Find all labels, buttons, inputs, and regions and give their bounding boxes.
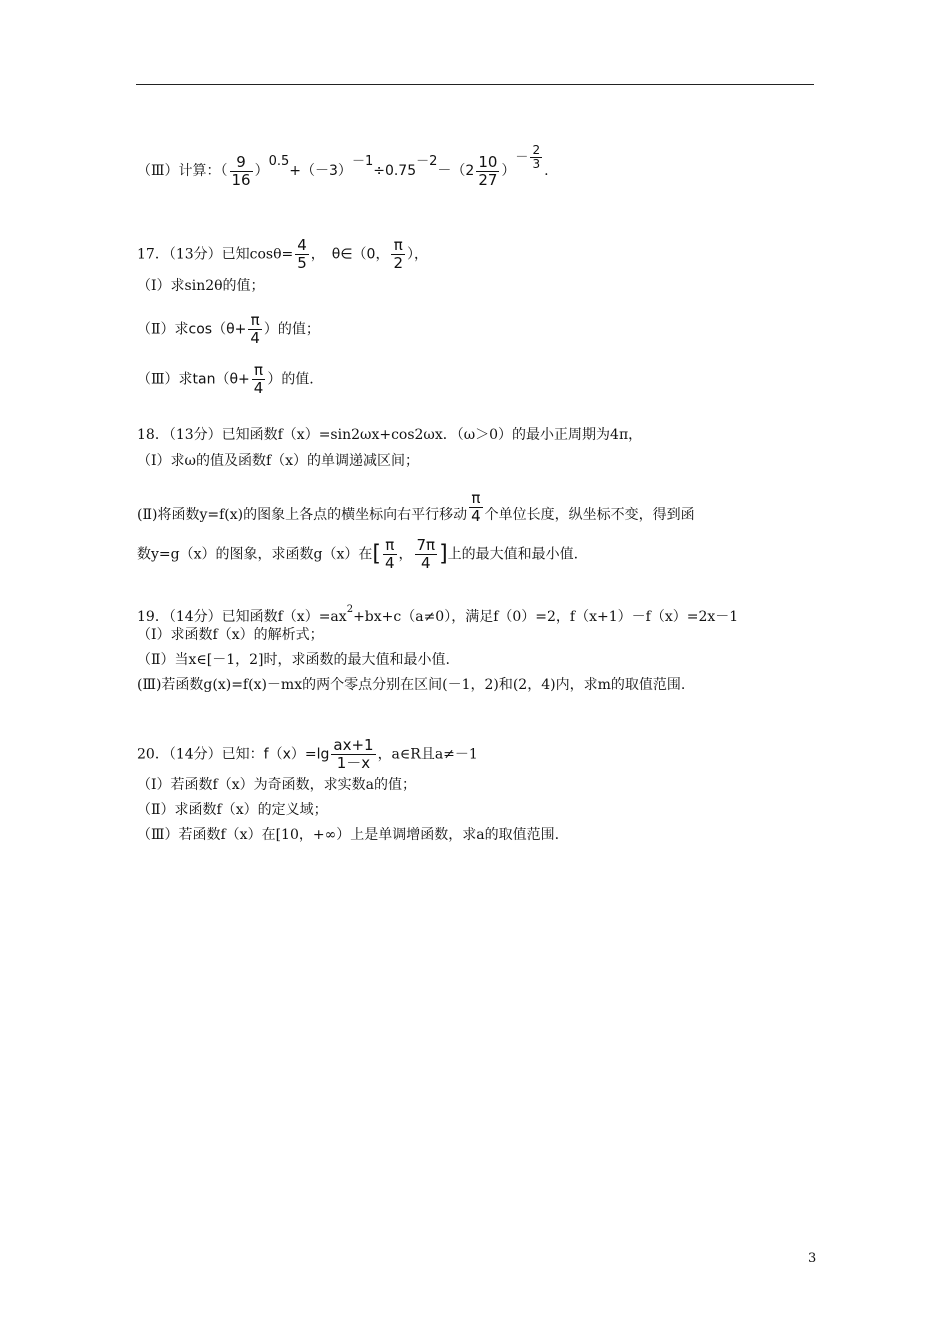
page-number: 3	[808, 1251, 817, 1266]
q19-part2: （Ⅱ）当x∈[－1，2]时，求函数的最大值和最小值.	[137, 652, 450, 668]
fraction-4-5: $\frac{4}{5}$	[297, 236, 307, 272]
fraction-10-27: $\frac{10}{27}$	[478, 152, 498, 189]
q17-part1: （Ⅰ）求sin2θ的值；	[137, 278, 265, 294]
q18-part1: （Ⅰ）求ω的值及函数f（x）的单调递减区间；	[137, 453, 420, 469]
q20-part2: （Ⅱ）求函数f（x）的定义域；	[137, 802, 328, 818]
q16-part3: （Ⅲ）计算：（ $\frac{9}{16}$ ）0.5+（－3）－1÷0.75－2－（2 $\frac{10}{27}$ ）－ $\frac{2}{3}$ .	[137, 143, 549, 189]
q18-part2-line1: (Ⅱ)将函数y=f(x)的图象上各点的横坐标向右平行移动 $\frac{\pi}{4}$ 个单位长度，纵坐标不变，得到函	[137, 489, 695, 525]
q20-part1: （Ⅰ）若函数f（x）为奇函数，求实数a的值；	[137, 777, 416, 793]
fraction-pi-2: $\frac{\pi}{2}$	[393, 236, 404, 272]
fraction-ax1-1x: $\frac{ax+1}{1-x}$	[333, 736, 374, 772]
q18-part2-line2: 数y=g（x）的图象，求函数g（x）在[ $\frac{\pi}{4}$ ， $\frac{7\pi}{4}$ ]上的最大值和最小值.	[137, 536, 579, 572]
q19-part3: (Ⅲ)若函数g(x)=f(x)－mx的两个零点分别在区间(－1，2)和(2，4)内，求m的取值范围.	[137, 677, 686, 693]
q19-part1: （Ⅰ）求函数f（x）的解析式；	[137, 627, 324, 643]
header-rule	[136, 84, 814, 85]
fraction-9-16: $\frac{9}{16}$	[231, 152, 251, 189]
q20-heading: 20．（14分）已知：f（x）=lg $\frac{ax+1}{1-x}$ ，a∈R且a≠－1	[137, 736, 478, 772]
q19-heading: 19．（14分）已知函数$f(x)=ax^2+bx+c(a\ne 0)$，满足f（0）=2，f（x+1）－f（x）=2x－1	[137, 604, 739, 625]
q20-part3: （Ⅲ）若函数f（x）在[10，+∞）上是单调增函数，求a的取值范围.	[137, 827, 560, 843]
q18-heading: 18．（13分）已知函数f（x）=sin2ωx+cos2ωx．（ω＞0）的最小正周期为4π，	[137, 427, 643, 443]
q17-heading: 17．（13分）已知cosθ= $\frac{4}{5}$ ， θ∈（0， $\frac{\pi}{2}$ ），	[137, 236, 429, 272]
q17-part3: （Ⅲ）求tan（θ+ $\frac{\pi}{4}$ ）的值.	[137, 361, 314, 397]
q17-part2: （Ⅱ）求cos（θ+ $\frac{\pi}{4}$ ）的值；	[137, 311, 320, 347]
